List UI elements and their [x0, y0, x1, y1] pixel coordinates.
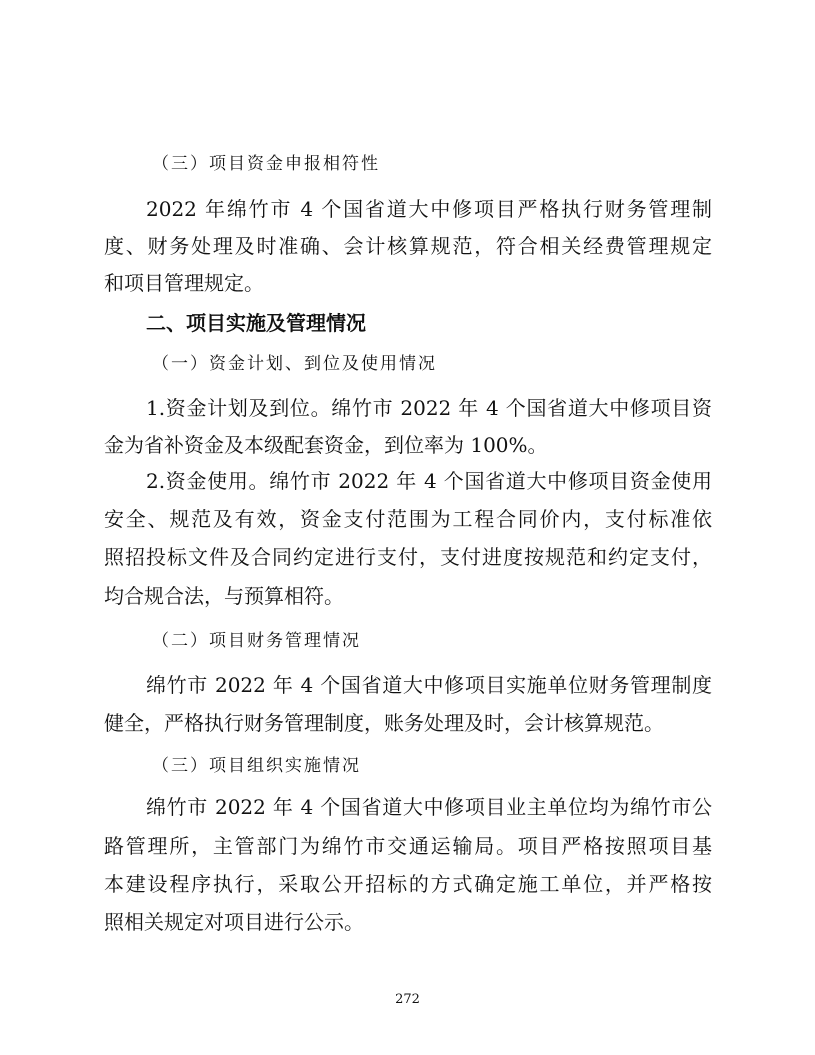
paragraph-line: 2022 年绵竹市 4 个国省道大中修项目严格执行财务管理制 — [146, 197, 712, 221]
paragraph-line: 路管理所，主管部门为绵竹市交通运输局。项目严格按照项目基 — [104, 834, 712, 858]
paragraph-line: 和项目管理规定。 — [104, 271, 264, 295]
paragraph-line: 度、财务处理及时准确、会计核算规范，符合相关经费管理规定 — [104, 234, 712, 258]
heading-organization-implementation: （三）项目组织实施情况 — [152, 756, 361, 776]
paragraph-line: 健全，严格执行财务管理制度，账务处理及时，会计核算规范。 — [104, 711, 664, 735]
paragraph-line: 安全、规范及有效，资金支付范围为工程合同价内，支付标准依 — [104, 507, 712, 531]
heading-financial-management: （二）项目财务管理情况 — [152, 631, 361, 651]
paragraph-line: 照招投标文件及合同约定进行支付，支付进度按规范和约定支付， — [104, 545, 712, 569]
heading-implementation-management: 二、项目实施及管理情况 — [146, 311, 366, 335]
paragraph-line: 本建设程序执行，采取公开招标的方式确定施工单位，并严格按 — [104, 872, 712, 896]
paragraph-line: 金为省补资金及本级配套资金，到位率为 100%。 — [104, 433, 548, 457]
heading-fund-declaration-consistency: （三）项目资金申报相符性 — [152, 154, 380, 174]
paragraph-line: 照相关规定对项目进行公示。 — [104, 910, 364, 934]
heading-fund-plan-usage: （一）资金计划、到位及使用情况 — [152, 354, 437, 374]
paragraph-line: 绵竹市 2022 年 4 个国省道大中修项目实施单位财务管理制度 — [146, 673, 712, 697]
paragraph-line: 绵竹市 2022 年 4 个国省道大中修项目业主单位均为绵竹市公 — [146, 795, 712, 819]
paragraph-line: 1.资金计划及到位。绵竹市 2022 年 4 个国省道大中修项目资 — [146, 396, 712, 420]
paragraph-line: 2.资金使用。绵竹市 2022 年 4 个国省道大中修项目资金使用 — [146, 469, 712, 493]
page-number: 272 — [395, 992, 420, 1007]
paragraph-line: 均合规合法，与预算相符。 — [104, 584, 344, 608]
